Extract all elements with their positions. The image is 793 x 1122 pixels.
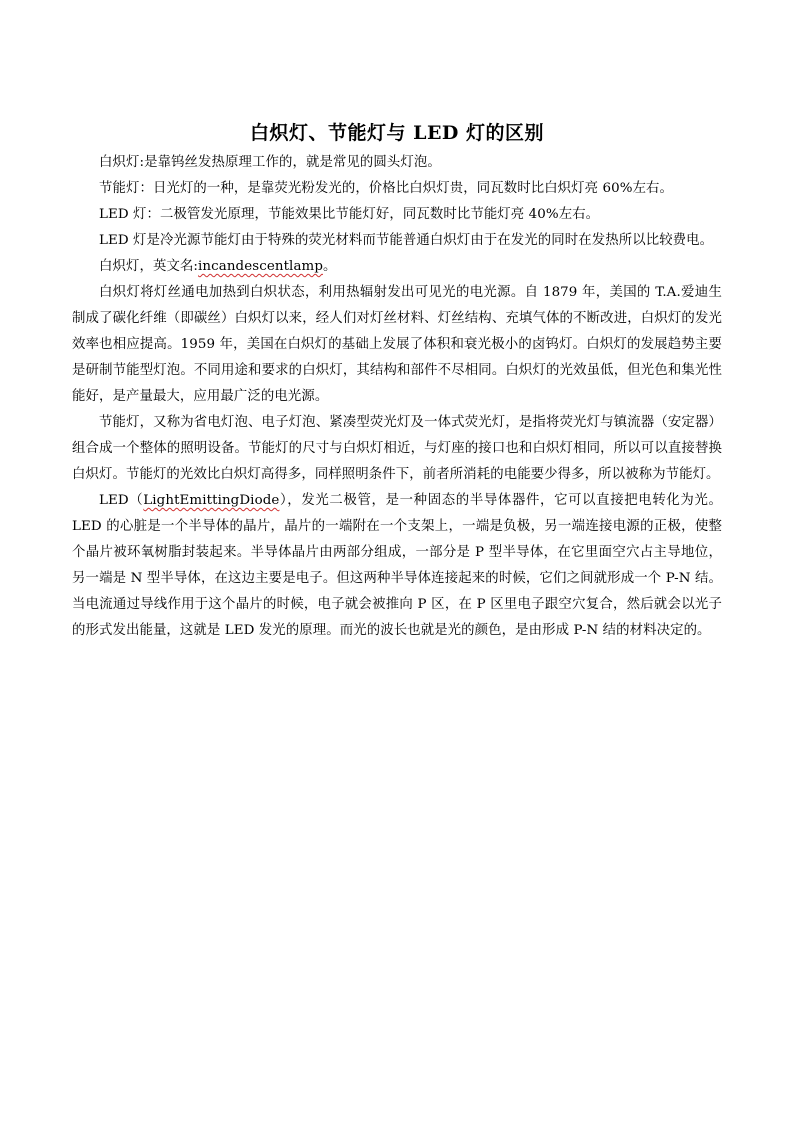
document-body: [72, 118, 722, 644]
led-prefix: LED（: [99, 493, 144, 508]
english-name-suffix: 。: [323, 259, 337, 274]
english-name-prefix: 白炽灯，英文名:: [99, 259, 199, 274]
paragraph-led: [72, 488, 722, 644]
definition-incandescent: 白炽灯:是靠钨丝发热原理工作的，就是常见的圆头灯泡。: [99, 155, 441, 170]
english-name-term: incandescentlamp: [198, 259, 323, 274]
paragraph-incandescent: 白炽灯将灯丝通电加热到白炽状态，利用热辐射发出可见光的电光源。自 1879 年，美国的 T.A.爱迪生制成了碳化纤维（即碳丝）白炽灯以来，经人们对灯丝材料、灯丝结构、充填气体的不断改进，白炽灯的发光效率也相应提高。1959 年，美国在白炽灯的基础上发展了体积和衰光极小的卤钨灯。白炽灯的发展趋势主要是研制节能型灯泡。不同用途和要求的白炽灯，其结构和部件不尽相同。白炽灯的光效虽低，但光色和集光性能好，是产量最大，应用最广泛的电光源。: [72, 285, 722, 404]
definition-led-comparison: LED 灯是冷光源节能灯由于特殊的荧光材料而节能普通白炽灯由于在发光的同时在发热所以比较费电。: [99, 233, 714, 248]
paragraph-energy-saving: 节能灯，又称为省电灯泡、电子灯泡、紧凑型荧光灯及一体式荧光灯，是指将荧光灯与镇流器（安定器）组合成一个整体的照明设备。节能灯的尺寸与白炽灯相近，与灯座的接口也和白炽灯相同，所以可以直接替换白炽灯。节能灯的光效比白炽灯高得多，同样照明条件下，前者所消耗的电能要少得多，所以被称为节能灯。: [72, 415, 722, 482]
led-english-term: LightEmittingDiode: [143, 493, 280, 508]
document-title: 白炽灯、节能灯与 LED 灯的区别: [249, 122, 545, 144]
english-name-line: [72, 254, 722, 280]
definition-energy-saving: 节能灯：日光灯的一种，是靠荧光粉发光的，价格比白炽灯贵，同瓦数时比白炽灯亮 60%左右。: [99, 181, 674, 196]
definition-led: LED 灯：二极管发光原理，节能效果比节能灯好，同瓦数时比节能灯亮 40%左右。: [99, 207, 600, 222]
led-body: ），发光二极管，是一种固态的半导体器件，它可以直接把电转化为光。LED 的心脏是一个半导体的晶片，晶片的一端附在一个支架上，一端是负极，另一端连接电源的正极，使整个晶片被环氧树脂封装起来。半导体晶片由两部分组成，一部分是 P 型半导体，在它里面空穴占主导地位，另一端是 N 型半导体，在这边主要是电子。但这两种半导体连接起来的时候，它们之间就形成一个 P-N 结。当电流通过导线作用于这个晶片的时候，电子就会被推向 P 区，在 P 区里电子跟空穴复合，然后就会以光子的形式发出能量，这就是 LED 发光的原理。而光的波长也就是光的颜色，是由形成 P-N 结的材料决定的。: [72, 493, 722, 638]
